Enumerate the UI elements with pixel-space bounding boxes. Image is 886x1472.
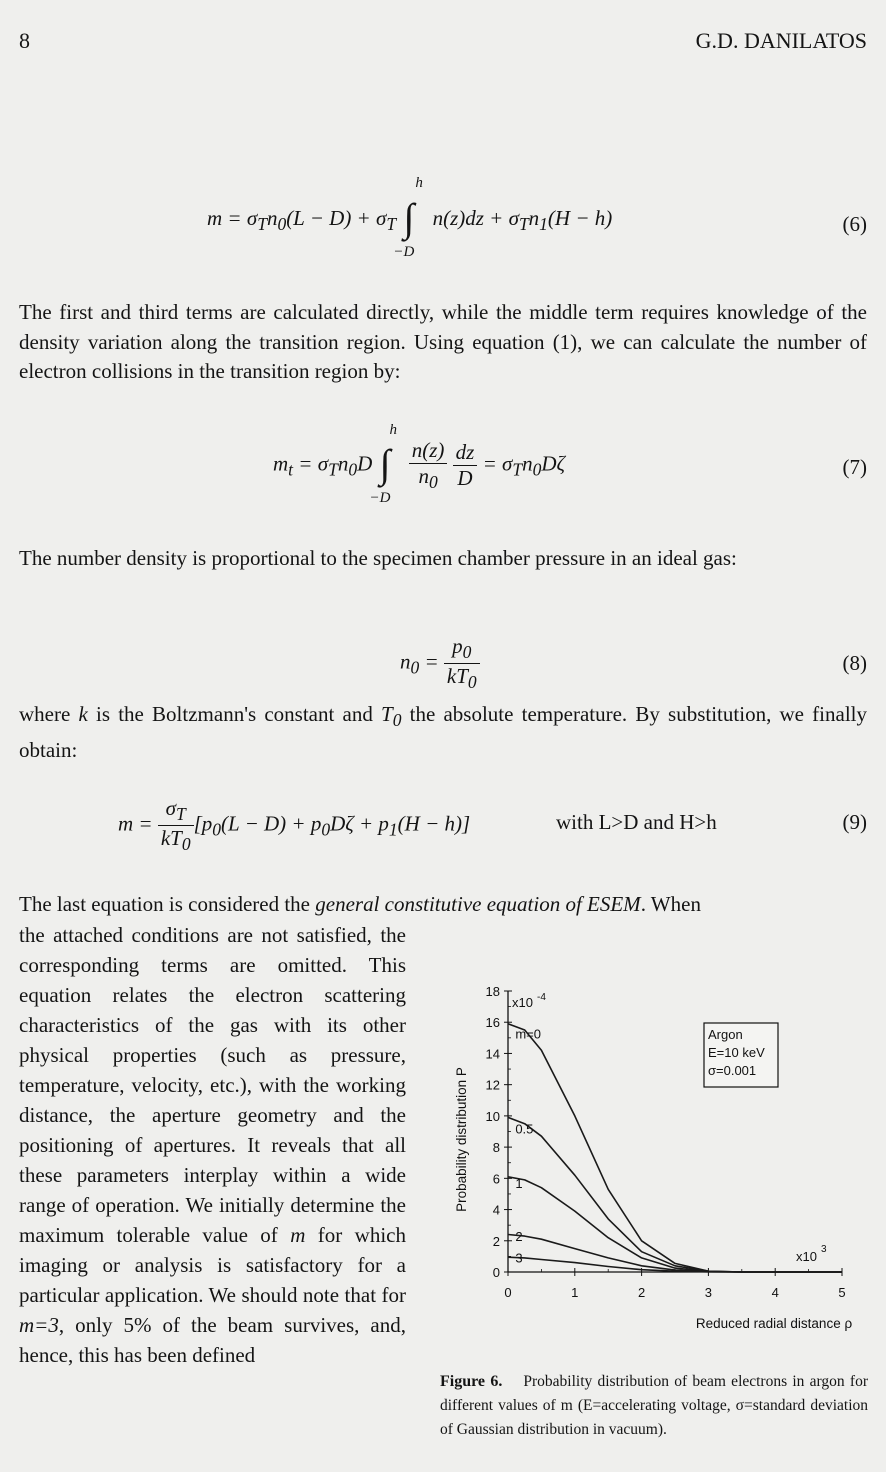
equation-9-condition: with L>D and H>h [556, 810, 717, 834]
equation-6: $m = \sigma_Tn_0(L - D) + \sigma_T$ ∫ h −D $n(z)dz + \sigma_Tn_1(H - h)$ [207, 175, 613, 260]
paragraph-4: The last equation is considered the general constitutive equation of ESEM. When [19, 892, 701, 916]
x-tick-label: 1 [571, 1285, 579, 1300]
x-axis-label: Reduced radial distance ρ [695, 1316, 853, 1331]
y-tick-label: 18 [485, 984, 500, 999]
series-label-1: m=0 [515, 1026, 541, 1042]
x-tick-label: 2 [637, 1285, 646, 1300]
eq7-lower-limit: −D [369, 489, 391, 506]
series-label-3: 1 [515, 1176, 523, 1192]
y-tick-label: 10 [485, 1108, 500, 1124]
paragraph-3: where k is the Boltzmann's constant and $T_0$ the absolute temperature. By substitution, we finally obtain: [19, 702, 867, 762]
legend-line-2: σ=0.001 [708, 1063, 757, 1078]
series-label-5: 3 [515, 1250, 523, 1266]
eq6-upper-limit: h [415, 175, 423, 191]
x-multiplier-exponent: 3 [821, 1244, 827, 1255]
y-tick-label: 16 [485, 1015, 500, 1031]
x-tick-label: 3 [704, 1285, 713, 1300]
y-multiplier: x10 [512, 995, 533, 1010]
equation-7-number: (7) [842, 455, 867, 479]
y-tick-label: 14 [485, 1046, 500, 1062]
y-tick-label: 6 [492, 1171, 500, 1187]
x-tick-label: 5 [838, 1285, 846, 1300]
x-tick-label: 0 [504, 1285, 512, 1300]
paragraph-1: The first and third terms are calculated directly, while the middle term requires knowledge of the density variation along the transition region. Using equation (1), we can calculate the number of electron collisions in the transition region by: [19, 300, 867, 383]
legend-line-1: E=10 keV [708, 1045, 765, 1060]
eq6-lower-limit: −D [393, 244, 415, 260]
equation-9-number: (9) [842, 810, 867, 834]
x-tick-label: 4 [771, 1285, 779, 1300]
running-head-author: G.D. DANILATOS [695, 28, 867, 53]
series-line-2 [508, 1117, 842, 1272]
figure-6-caption: Figure 6. Probability distribution of beam electrons in argon for different values of m (E=accelerating voltage, σ=standard deviation of Gaussian distribution in vacuum). [440, 1373, 868, 1438]
equation-8: $n_0$ = $\frac{p_0}{kT_0}$ [400, 634, 480, 693]
legend-title: Argon [708, 1027, 743, 1042]
y-tick-label: 12 [485, 1077, 500, 1093]
equation-7: $m_t = \sigma_Tn_0D$ ∫ h −D $\frac{n(z)}{n_0}$ $\frac{dz}{D}$ = $\sigma_Tn_0D\zeta$ [273, 421, 566, 506]
x-multiplier: x10 [796, 1249, 817, 1264]
y-tick-label: 4 [492, 1202, 500, 1218]
equation-6-number: (6) [842, 212, 867, 236]
series-line-1 [508, 1024, 842, 1272]
y-multiplier-exponent: -4 [537, 992, 546, 1003]
paragraph-5: the attached conditions are not satisfied, the corresponding terms are omitted. This equation relates the electron scattering characteristics of the gas with its other physical properties (such as pressure, temperature, velocity, etc.), with the working distance, the aperture geometry and the positioning of apertures. It reveals that all these parameters interplay within a wide range of operation. We initially determine the maximum tolerable value of m for which imaging or analysis is satisfactory for a particular application. We should note that for m=3, only 5% of the beam survives, and, hence, this has been defined [19, 923, 406, 1367]
y-tick-label: 8 [492, 1140, 500, 1156]
paragraph-2: The number density is proportional to the specimen chamber pressure in an ideal gas: [19, 546, 737, 570]
y-axis-label: Probability distribution P [454, 1067, 469, 1212]
equation-8-number: (8) [842, 651, 867, 675]
eq7-upper-limit: h [389, 421, 397, 438]
y-tick-label: 0 [492, 1265, 500, 1280]
series-line-3 [508, 1177, 842, 1272]
page-number: 8 [19, 28, 30, 53]
figure-6-chart [440, 975, 868, 1345]
series-label-2: 0.5 [515, 1121, 534, 1137]
y-tick-label: 2 [492, 1233, 500, 1249]
series-label-4: 2 [515, 1229, 523, 1245]
equation-9: m = $\frac{\sigma_T}{kT_0}$ $[p_0(L - D) + p_0D\zeta + p_1(H - h)]$ [118, 796, 471, 855]
